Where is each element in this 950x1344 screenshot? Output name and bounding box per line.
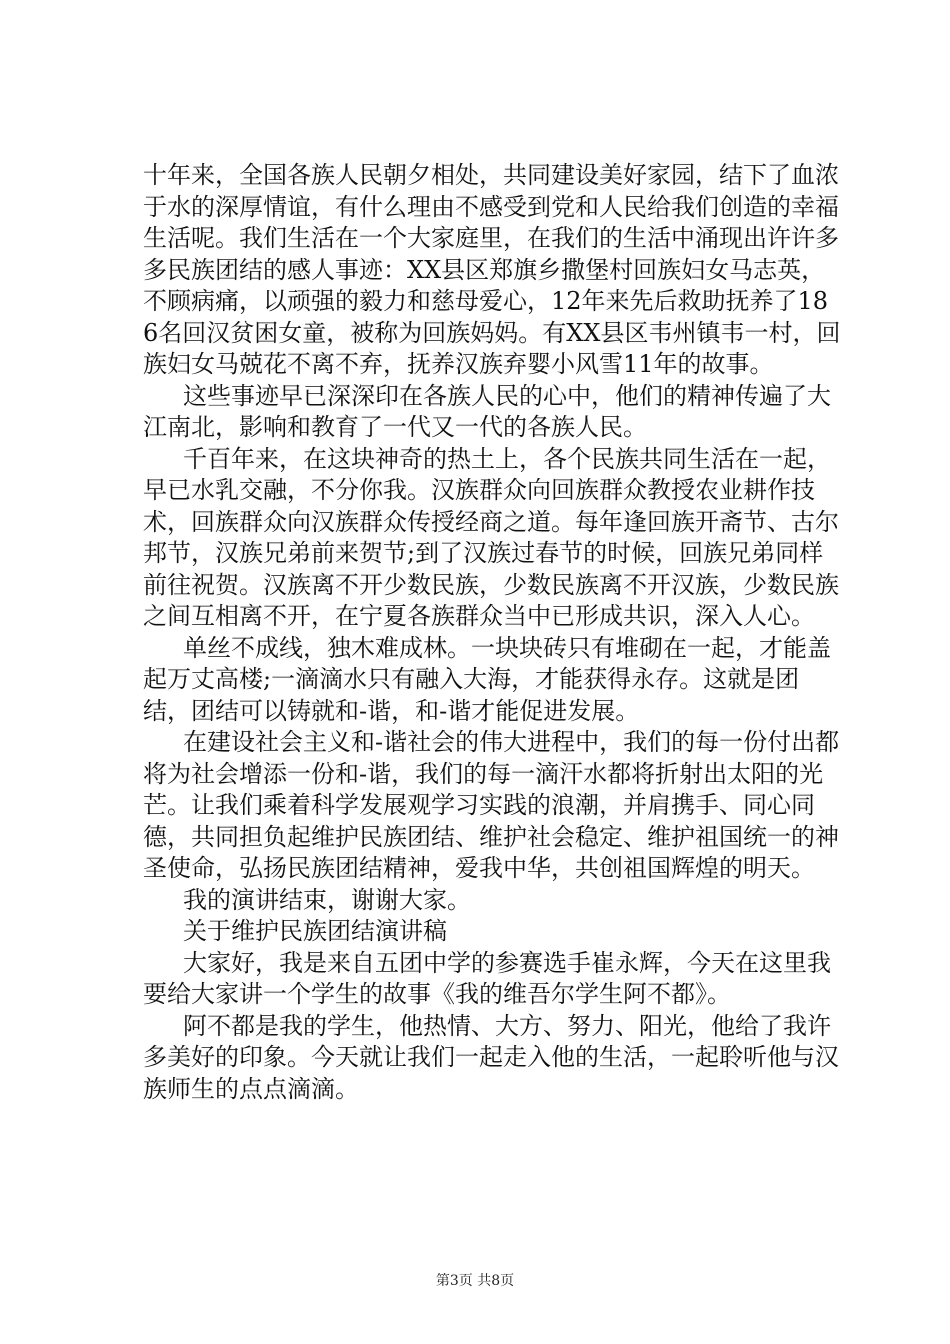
page-footer: 第3页 共8页 — [435, 1273, 515, 1289]
closing-line: 我的演讲结束，谢谢大家。 — [183, 885, 471, 914]
paragraph-7: 阿不都是我的学生，他热情、大方、努力、阳光，他给了我许多美好的印象。今天就让我们一起走入他的生活，一起聆听他与汉族师生的点点滴滴。 — [143, 1011, 839, 1103]
document-body — [143, 160, 843, 1105]
paragraph-2: 这些事迹早已深深印在各族人民的心中，他们的精神传遍了大江南北，影响和教育了一代又一代的各族人民。 — [143, 381, 831, 441]
paragraph-5: 在建设社会主义和-谐社会的伟大进程中，我们的每一份付出都将为社会增添一份和-谐，我们的每一滴汗水都将折射出太阳的光芒。让我们乘着科学发展观学习实践的浪潮，并肩携手、同心同德，共同担负起维护民族团结、维护社会稳定、维护祖国统一的神圣使命，弘扬民族团结精神，爱我中华，共创祖国辉煌的明天。 — [143, 728, 840, 882]
paragraph-1: 十年来，全国各族人民朝夕相处，共同建设美好家园，结下了血浓于水的深厚情谊，有什么理由不感受到党和人民给我们创造的幸福生活呢。我们生活在一个大家庭里，在我们的生活中涌现出许许多多民族团结的感人事迹：XX县区郑旗乡撒堡村回族妇女马志英，不顾病痛，以顽强的毅力和慈母爱心，12年来先后救助抚养了186名回汉贫困女童，被称为回族妈妈。有XX县区韦州镇韦一村，回族妇女马兢花不离不弃，抚养汉族弃婴小风雪11年的故事。 — [143, 161, 841, 378]
paragraph-4: 单丝不成线，独木难成林。一块块砖只有堆砌在一起，才能盖起万丈高楼;一滴滴水只有融入大海，才能获得永存。这就是团结，团结可以铸就和-谐，和-谐才能促进发展。 — [143, 633, 831, 725]
paragraph-3: 千百年来，在这块神奇的热土上，各个民族共同生活在一起，早已水乳交融，不分你我。汉族群众向回族群众教授农业耕作技术，回族群众向汉族群众传授经商之道。每年逢回族开斋节、古尔邦节，汉族兄弟前来贺节;到了汉族过春节的时候，回族兄弟同样前往祝贺。汉族离不开少数民族，少数民族离不开汉族，少数民族之间互相离不开，在宁夏各族群众当中已形成共识，深入人心。 — [143, 444, 839, 630]
paragraph-6: 大家好，我是来自五团中学的参赛选手崔永辉，今天在这里我要给大家讲一个学生的故事《我的维吾尔学生阿不都》。 — [143, 948, 831, 1008]
section-heading: 关于维护民族团结演讲稿 — [183, 917, 447, 945]
